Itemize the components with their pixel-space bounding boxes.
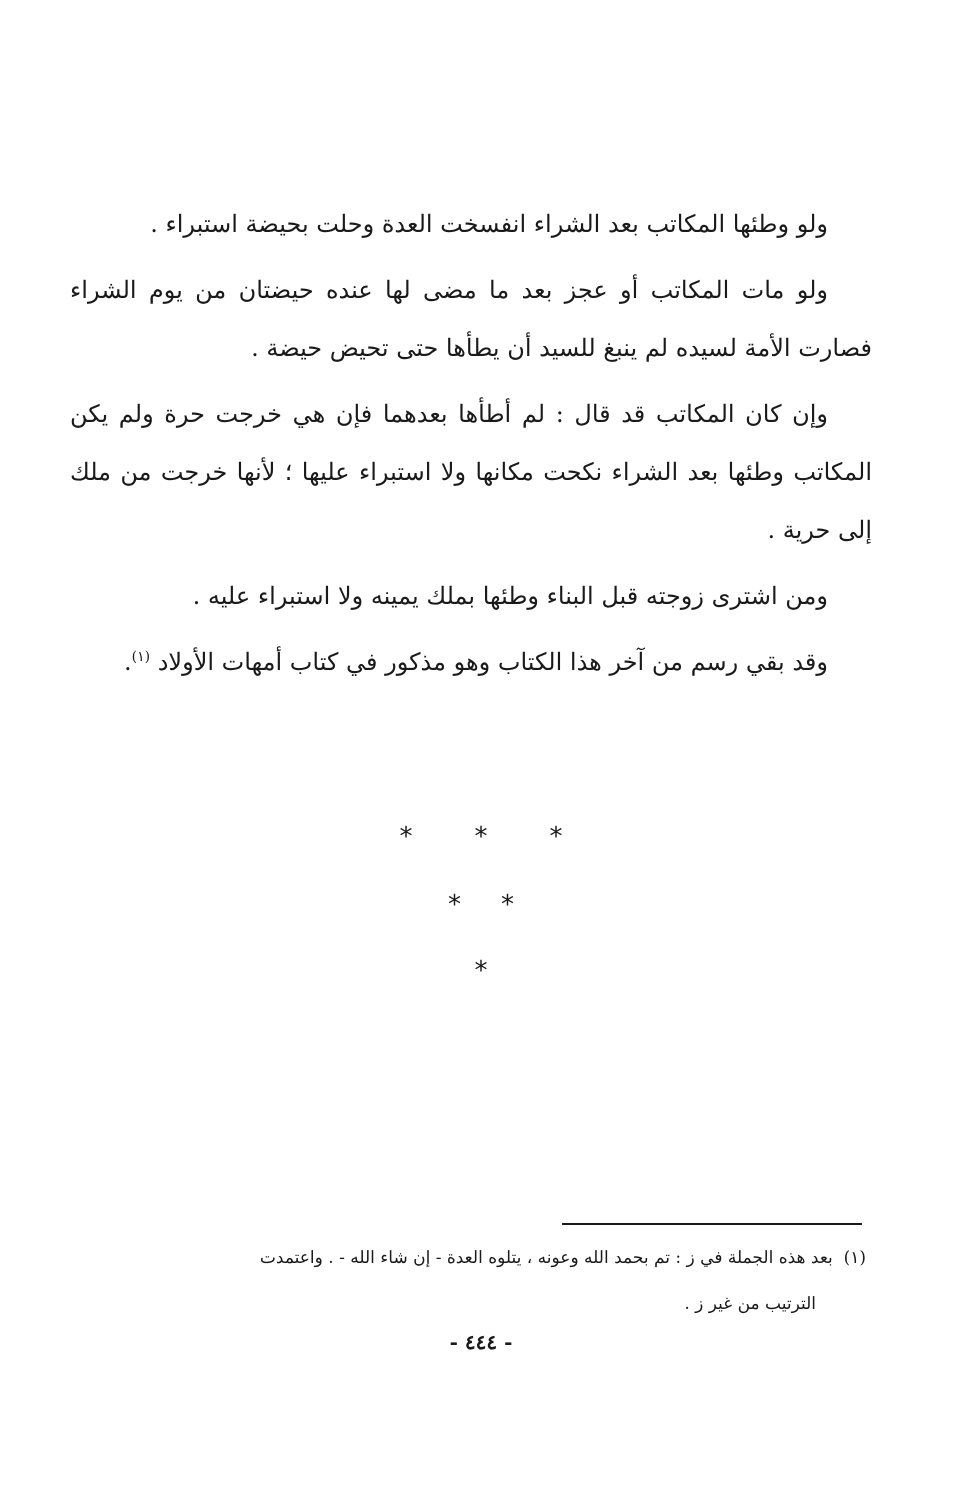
footnote [66,1235,866,1327]
section-divider-row-2 [0,890,962,920]
footnote-separator [562,1223,862,1225]
main-text [70,195,872,699]
footnote-line-1 [66,1235,866,1281]
page-number: - ٤٤٤ - [449,1330,513,1354]
asterisk-icon: * [399,822,413,852]
asterisk-icon: * [501,890,514,920]
paragraph-5 [70,633,872,691]
footnote-line-2: الترتيب من غير ز . [684,1294,816,1314]
asterisk-icon: * [474,822,488,852]
paragraph-5-period: . [123,648,132,676]
section-divider-row-1 [0,822,962,852]
paragraph-3: وإن كان المكاتب قد قال : لم أطأها بعدهما فإن هي خرجت حرة ولم يكن المكاتب وطئها بعد الشراء نكحت مكانها ولا استبراء عليها ؛ لأنها خرجت من ملك إلى حرية . [70,400,872,544]
asterisk-icon: * [448,890,461,920]
footnote-text-1: بعد هذه الجملة في ز : تم بحمد الله وعونه ، يتلوه العدة - إن شاء الله - . واعتمدت [259,1248,833,1268]
footnote-number: (١) [843,1248,866,1268]
paragraph-5-text: وقد بقي رسم من آخر هذا الكتاب وهو مذكور في كتاب أمهات الأولاد [157,648,828,676]
paragraph-1: ولو وطئها المكاتب بعد الشراء انفسخت العدة وحلت بحيضة استبراء . [150,210,828,238]
asterisk-icon: * [549,822,563,852]
section-divider-row-3 [0,956,962,986]
asterisk-icon: * [474,956,488,986]
footnote-reference[interactable]: (١) [131,649,151,665]
paragraph-4: ومن اشترى زوجته قبل البناء وطئها بملك يمينه ولا استبراء عليه . [192,582,828,610]
paragraph-2: ولو مات المكاتب أو عجز بعد ما مضى لها عنده حيضتان من يوم الشراء فصارت الأمة لسيده لم ينبغ للسيد أن يطأها حتى تحيض حيضة . [70,276,872,362]
